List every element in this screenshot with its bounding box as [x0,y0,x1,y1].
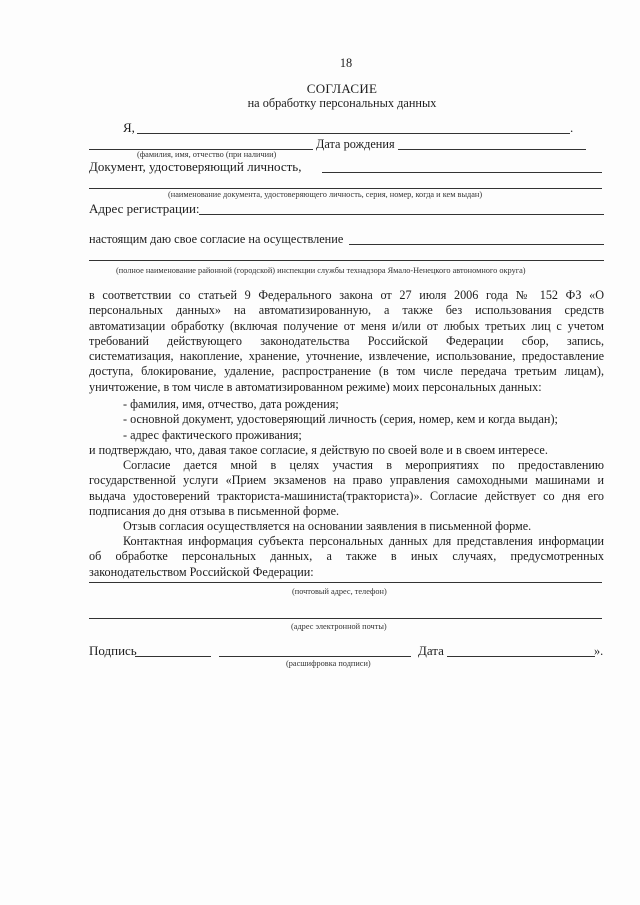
para1-line: автоматизации обработку (включая получение от меня и/или от любых третьих лиц с учетом [89,318,604,333]
signature-line[interactable] [135,656,211,657]
address-line[interactable] [199,214,604,215]
para2-line: подписания до дня отзыва в письменной форме. [89,503,340,518]
ya-label: Я, [123,120,135,135]
data-list [123,397,558,443]
page-number: 18 [339,56,353,70]
birth-date-label: Дата рождения [316,137,395,151]
para1-line: доступа, блокирование, удаление, распространение (в том числе передача третьим лицам), [89,364,604,379]
signature-decode-line[interactable] [219,656,411,657]
consent-line[interactable] [349,244,604,245]
list-item: - основной документ, удостоверяющий личность (серия, номер, кем и когда выдан); [123,412,558,427]
para2-line: Согласие дается мной в целях участия в мероприятиях по предоставлению [123,458,604,472]
document-title: СОГЛАСИЕ [306,81,378,96]
date-end: ». [594,644,604,658]
inspection-caption: (полное наименование районной (городской) инспекции службы технадзора Ямало-Ненецкого автономного округа) [116,266,526,275]
list-item: - адрес фактического проживания; [123,427,302,442]
para4-line: об обработке персональных данных, а также в иных случаях, предусмотренных [89,549,604,564]
consent-label: настоящим даю свое согласие на осуществление [89,232,344,246]
birth-date-line[interactable] [398,149,586,150]
email-line[interactable] [89,618,602,619]
postal-line[interactable] [89,582,602,583]
para1-line: персональных данных» на автоматизированную, а также без использования средств [89,303,604,318]
fio-caption: (фамилия, имя, отчество (при наличии) [137,150,277,159]
confirm-line: и подтверждаю, что, давая такое согласие, я действую по своей воле и в своем интересе. [89,443,548,457]
decode-caption: (расшифровка подписи) [286,659,371,668]
consent-line-2[interactable] [89,260,604,261]
paragraph-1 [89,288,604,395]
date-line[interactable] [447,656,595,657]
para4-line: Контактная информация субъекта персональных данных для представления информации [123,534,604,548]
postal-caption: (почтовый адрес, телефон) [292,587,387,596]
para4-line: законодательством Российской Федерации: [89,564,314,579]
paragraph-3: Отзыв согласия осуществляется на основании заявления в письменной форме. [123,519,532,533]
paragraph-4 [89,534,604,580]
document-line[interactable] [322,172,602,173]
ya-end: . [570,120,574,135]
para1-line: уничтожение, в том числе в автоматизированном режиме) моих персональных данных: [89,379,542,394]
document-caption: (наименование документа, удостоверяющего личность, серия, номер, когда и кем выдан) [168,190,483,199]
document-subtitle: на обработку персональных данных [247,96,437,110]
date-label: Дата [418,643,444,658]
para1-line: в соответствии со статьей 9 Федерального закона от 27 июля 2006 года № 152 ФЗ «О [89,288,604,302]
document-line-2[interactable] [89,188,602,189]
fio-line[interactable] [137,133,570,134]
para2-line: государственной услуги «Прием экзаменов на право управления самоходными машинами и [89,473,604,488]
para1-line: систематизация, накопление, хранение, уточнение, извлечение, использование, предоставление [89,349,604,364]
paragraph-2 [89,458,604,519]
list-item: - фамилия, имя, отчество, дата рождения; [123,397,339,411]
address-label: Адрес регистрации: [89,201,200,216]
signature-label: Подпись [89,643,137,658]
document-label: Документ, удостоверяющий личность, [89,159,302,174]
para1-line: требований действующего законодательства Российской Федерации сбор, запись, [89,333,604,348]
para2-line: выдача удостоверений тракториста-машиниста(тракториста)». Согласие действует со дня его [89,488,604,503]
email-caption: (адрес электронной почты) [291,622,387,631]
